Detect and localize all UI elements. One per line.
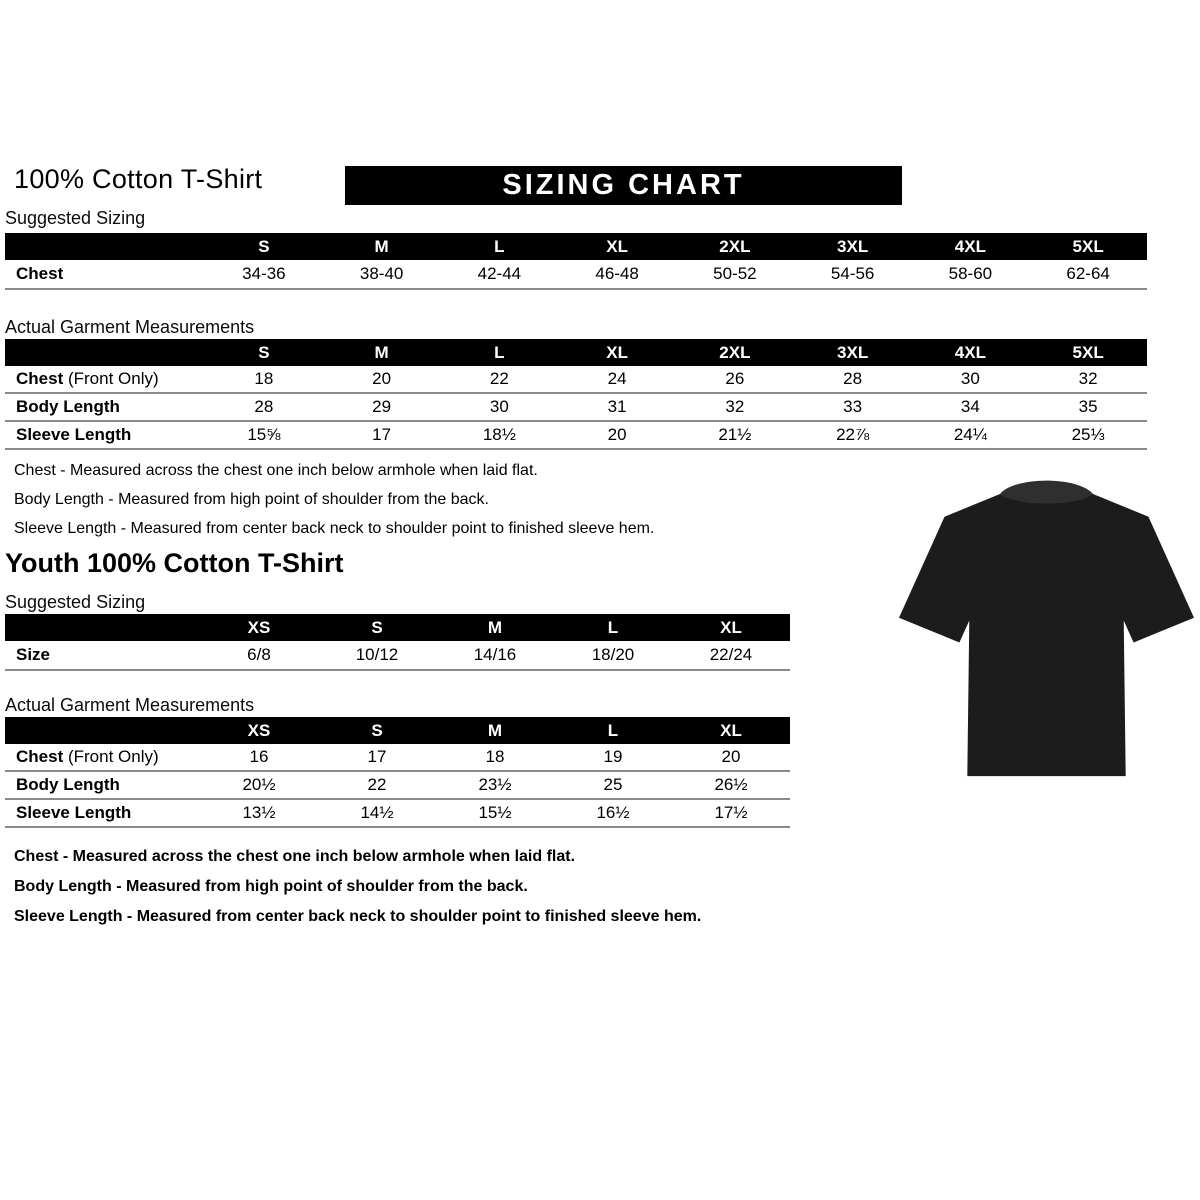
youth-suggested-table xyxy=(5,614,790,671)
adult-suggested-table xyxy=(5,233,1147,290)
measurement-cell: 18 xyxy=(485,747,505,766)
measurement-cell: 6/8 xyxy=(247,645,271,664)
measurement-cell: 18 xyxy=(254,369,274,388)
row-label: Sleeve Length xyxy=(16,425,132,444)
measurement-cell: 17½ xyxy=(714,803,748,822)
sizing-chart-banner: SIZING CHART xyxy=(345,166,902,205)
youth-actual-table xyxy=(5,717,790,828)
measurement-cell: 20 xyxy=(372,369,392,388)
measurement-cell: 22 xyxy=(489,369,509,388)
adult-measurement-notes xyxy=(14,456,654,543)
row-label: Body Length xyxy=(16,397,120,416)
youth-chest-row xyxy=(5,744,790,772)
measurement-cell: 19 xyxy=(603,747,623,766)
measurement-cell: 20 xyxy=(721,747,741,766)
measurement-cell: 14½ xyxy=(360,803,394,822)
measurement-cell: 25 xyxy=(603,775,623,794)
size-header-cell: S xyxy=(258,236,270,256)
measurement-cell: 31 xyxy=(607,397,627,416)
adult-suggested-sizing-label: Suggested Sizing xyxy=(5,208,146,228)
measurement-cell: 17 xyxy=(367,747,387,766)
row-label-main: Chest xyxy=(16,747,64,766)
youth-actual-header-row xyxy=(5,717,790,744)
black-tshirt-image xyxy=(898,470,1195,807)
measurement-cell: 20½ xyxy=(242,775,276,794)
adult-body-length-row xyxy=(5,394,1147,422)
measurement-cell: 10/12 xyxy=(355,645,399,664)
youth-size-row xyxy=(5,641,790,671)
measurement-cell: 28 xyxy=(254,397,274,416)
measurement-cell: 46-48 xyxy=(595,264,639,283)
row-label-main: Chest xyxy=(16,369,64,388)
measurement-cell: 24¼ xyxy=(953,425,987,444)
measurement-cell: 26 xyxy=(725,369,745,388)
measurement-cell: 23½ xyxy=(478,775,512,794)
measurement-cell: 17 xyxy=(372,425,392,444)
row-label-suffix: (Front Only) xyxy=(63,747,159,766)
tshirt-body-icon xyxy=(899,494,1194,776)
measurement-cell: 34 xyxy=(960,397,980,416)
youth-title: Youth 100% Cotton T-Shirt xyxy=(5,548,344,578)
size-header-cell: XS xyxy=(247,617,271,637)
measurement-cell: 13½ xyxy=(242,803,276,822)
measurement-cell: 30 xyxy=(960,369,980,388)
measurement-cell: 33 xyxy=(843,397,863,416)
size-header-cell: S xyxy=(258,342,270,362)
row-label xyxy=(5,369,205,389)
measurement-cell: 58-60 xyxy=(948,264,993,283)
size-header-cell: 4XL xyxy=(954,236,986,256)
page-title: 100% Cotton T-Shirt xyxy=(14,164,263,194)
size-header-cell: M xyxy=(487,720,503,740)
measurement-cell: 24 xyxy=(607,369,627,388)
adult-chest-suggested-row xyxy=(5,260,1147,290)
adult-actual-measurements-label: Actual Garment Measurements xyxy=(5,317,255,337)
youth-sleeve-length-row xyxy=(5,800,790,828)
measurement-cell: 62-64 xyxy=(1066,264,1110,283)
size-header-cell: 2XL xyxy=(719,236,751,256)
measurement-cell: 34-36 xyxy=(242,264,286,283)
size-header-cell: XS xyxy=(247,720,271,740)
measurement-cell: 42-44 xyxy=(477,264,522,283)
adult-actual-table xyxy=(5,339,1147,450)
size-header-cell: XL xyxy=(720,720,742,740)
size-header-cell: L xyxy=(494,342,505,362)
size-header-cell: 5XL xyxy=(1072,236,1104,256)
youth-suggested-header-row xyxy=(5,614,790,641)
adult-chest-row xyxy=(5,366,1147,394)
size-header-cell: M xyxy=(374,236,389,256)
size-header-cell: XL xyxy=(606,236,628,256)
youth-suggested-sizing-label: Suggested Sizing xyxy=(5,592,146,612)
size-header-cell: 3XL xyxy=(837,342,869,362)
measurement-cell: 15½ xyxy=(478,803,512,822)
measurement-cell: 38-40 xyxy=(359,264,404,283)
measurement-cell: 21½ xyxy=(718,425,752,444)
measurement-cell: 18/20 xyxy=(591,645,635,664)
size-header-cell: S xyxy=(371,720,383,740)
measurement-cell: 16 xyxy=(249,747,269,766)
youth-actual-measurements-label: Actual Garment Measurements xyxy=(5,695,255,715)
measurement-cell: 32 xyxy=(725,397,745,416)
measurement-cell: 54-56 xyxy=(830,264,875,283)
measurement-cell: 18½ xyxy=(482,425,516,444)
row-label: Sleeve Length xyxy=(16,803,132,822)
youth-body-length-row xyxy=(5,772,790,800)
row-label-suffix: (Front Only) xyxy=(63,369,159,388)
youth-measurement-notes xyxy=(14,842,701,932)
size-header-cell: L xyxy=(494,236,505,256)
note-line: Chest - Measured across the chest one inch below armhole when laid flat. xyxy=(14,848,576,865)
measurement-cell: 15⅝ xyxy=(247,425,281,444)
row-label: Chest xyxy=(16,264,64,283)
measurement-cell: 22/24 xyxy=(709,645,753,664)
row-label: Size xyxy=(16,645,51,664)
size-header-cell: L xyxy=(607,720,619,740)
measurement-cell: 16½ xyxy=(596,803,630,822)
row-label xyxy=(5,747,200,767)
adult-actual-header-row xyxy=(5,339,1147,366)
size-header-cell: XL xyxy=(720,617,742,637)
size-header-cell: M xyxy=(487,617,503,637)
size-header-cell: XL xyxy=(606,342,628,362)
measurement-cell: 25⅓ xyxy=(1071,425,1105,444)
measurement-cell: 35 xyxy=(1078,397,1098,416)
row-label: Body Length xyxy=(16,775,120,794)
size-header-cell: S xyxy=(371,617,383,637)
size-header-cell: 5XL xyxy=(1072,342,1104,362)
size-header-cell: 4XL xyxy=(954,342,986,362)
measurement-cell: 22 xyxy=(367,775,387,794)
measurement-cell: 50-52 xyxy=(713,264,757,283)
measurement-cell: 29 xyxy=(372,397,392,416)
adult-sleeve-length-row xyxy=(5,422,1147,450)
measurement-cell: 20 xyxy=(607,425,627,444)
measurement-cell: 28 xyxy=(843,369,863,388)
size-header-cell: 2XL xyxy=(719,342,751,362)
size-header-cell: 3XL xyxy=(837,236,869,256)
measurement-cell: 14/16 xyxy=(473,645,517,664)
measurement-cell: 22⅞ xyxy=(836,425,870,444)
size-header-cell: L xyxy=(607,617,619,637)
measurement-cell: 30 xyxy=(489,397,509,416)
note-line: Sleeve Length - Measured from center back neck to shoulder point to finished sleeve hem. xyxy=(14,908,702,925)
note-line: Body Length - Measured from high point of shoulder from the back. xyxy=(14,878,528,895)
note-line: Body Length - Measured from high point of shoulder from the back. xyxy=(14,491,489,508)
note-line: Sleeve Length - Measured from center back neck to shoulder point to finished sleeve hem. xyxy=(14,520,655,537)
measurement-cell: 32 xyxy=(1078,369,1098,388)
note-line: Chest - Measured across the chest one inch below armhole when laid flat. xyxy=(14,462,538,479)
size-header-cell: M xyxy=(374,342,389,362)
adult-suggested-header-row xyxy=(5,233,1147,260)
measurement-cell: 26½ xyxy=(714,775,748,794)
